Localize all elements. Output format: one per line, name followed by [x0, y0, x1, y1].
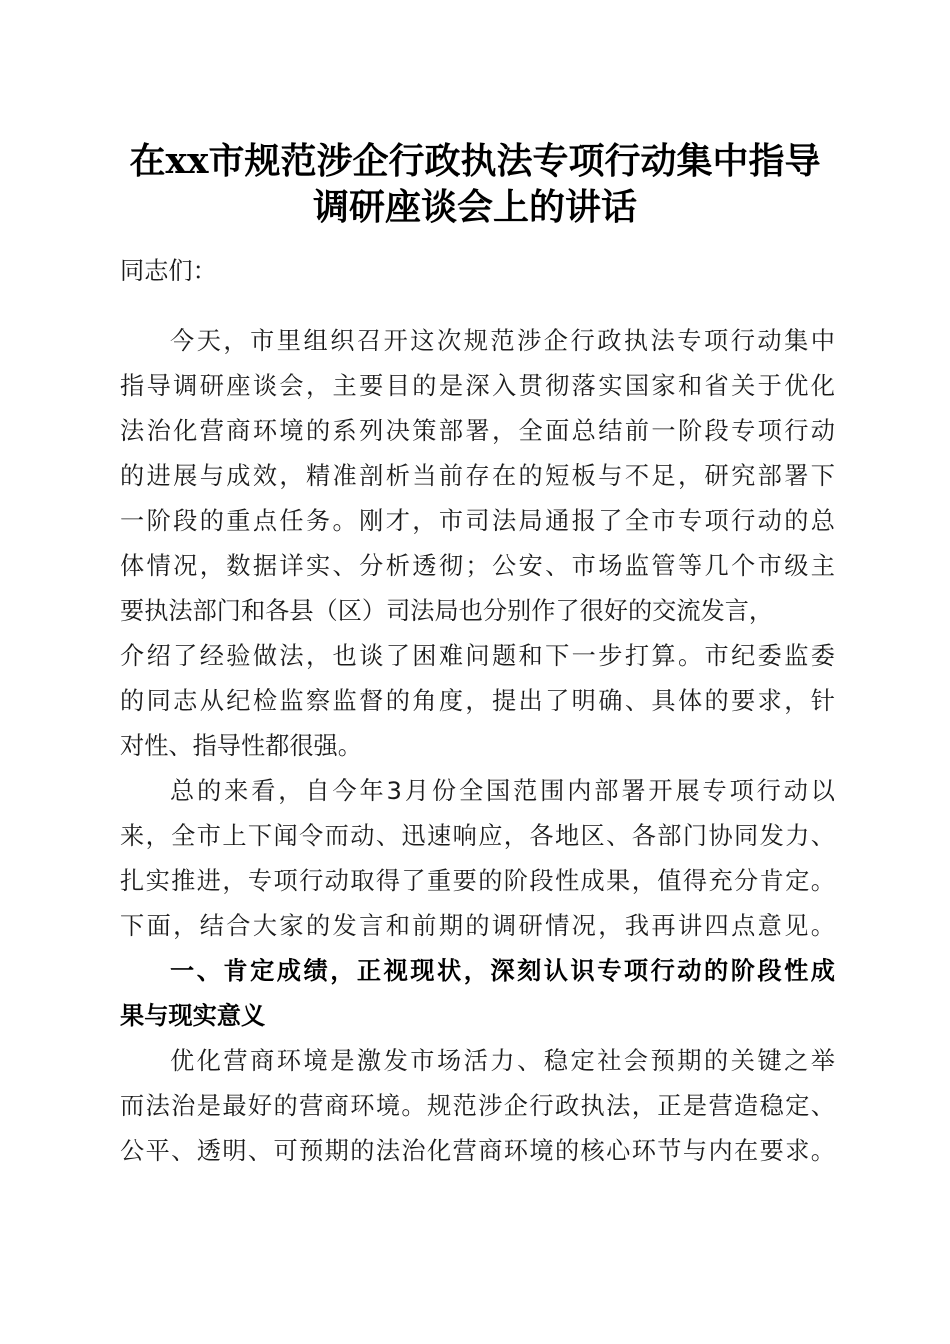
paragraph-line: 要执法部门和各县（区）司法局也分别作了很好的交流发言， [120, 597, 774, 625]
paragraph-line: 总的来看，自今年3月份全国范围内部署开展专项行动以 [170, 777, 835, 805]
paragraph-line: 一阶段的重点任务。刚才，市司法局通报了全市专项行动的总 [120, 507, 835, 535]
paragraph-line: 优化营商环境是激发市场活力、稳定社会预期的关键之举 [170, 1047, 835, 1075]
paragraph-line: 指导调研座谈会，主要目的是深入贯彻落实国家和省关于优化 [120, 372, 835, 400]
paragraph-line: 而法治是最好的营商环境。规范涉企行政执法，正是营造稳定、 [120, 1092, 835, 1120]
paragraph-line: 的进展与成效，精准剖析当前存在的短板与不足，研究部署下 [120, 462, 835, 490]
document-title-line-2: 调研座谈会上的讲话 [312, 186, 637, 228]
paragraph-line: 法治化营商环境的系列决策部署，全面总结前一阶段专项行动 [120, 417, 835, 445]
paragraph-line: 的同志从纪检监察监督的角度，提出了明确、具体的要求，针 [120, 687, 835, 715]
paragraph-line: 下面，结合大家的发言和前期的调研情况，我再讲四点意见。 [120, 912, 835, 940]
paragraph-line: 介绍了经验做法，也谈了困难问题和下一步打算。市纪委监委 [120, 642, 835, 670]
paragraph-line: 来，全市上下闻令而动、迅速响应，各地区、各部门协同发力、 [120, 822, 835, 850]
paragraph-line: 对性、指导性都很强。 [120, 732, 362, 760]
section-heading-line: 一、肯定成绩，正视现状，深刻认识专项行动的阶段性成 [170, 957, 835, 985]
document-title-line-1: 在xx市规范涉企行政执法专项行动集中指导 [129, 140, 821, 182]
salutation: 同志们： [120, 257, 217, 285]
paragraph-line: 体情况，数据详实、分析透彻；公安、市场监管等几个市级主 [120, 552, 835, 580]
section-heading-line: 果与现实意义 [120, 1002, 266, 1030]
paragraph-line: 今天，市里组织召开这次规范涉企行政执法专项行动集中 [170, 327, 835, 355]
paragraph-line: 公平、透明、可预期的法治化营商环境的核心环节与内在要求。 [120, 1137, 835, 1165]
paragraph-line: 扎实推进，专项行动取得了重要的阶段性成果，值得充分肯定。 [120, 867, 835, 895]
